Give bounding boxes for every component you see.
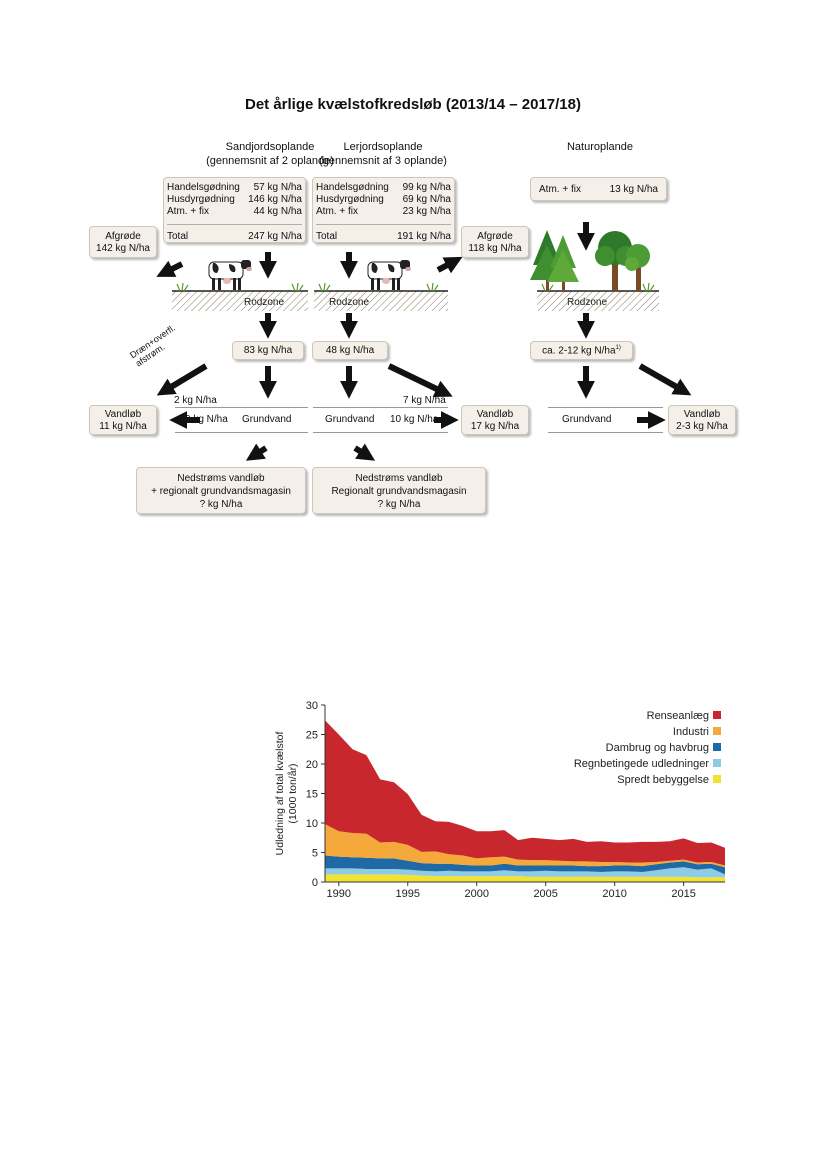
clay-input-box: Handelsgødning 99 kg N/ha Husdyrgødning 69 kg N/ha Atm. + fix 23 kg N/ha Total 191 kg N/ha — [312, 177, 455, 243]
x-tick-label: 2015 — [671, 888, 696, 900]
nature-input-box: Atm. + fix 13 kg N/ha — [530, 177, 667, 201]
legend-swatch — [713, 711, 721, 719]
x-tick-label: 2005 — [533, 888, 558, 900]
x-tick-label: 2010 — [602, 888, 627, 900]
column-subtitle: (gennemsnit af 3 oplande) — [319, 155, 447, 167]
x-tick-label: 1995 — [395, 888, 421, 900]
sand-drain-label: Dræn+overfl. afstrøm. — [128, 322, 177, 369]
legend-swatch — [713, 759, 721, 767]
sand-downstream-box: Nedstrøms vandløb + regionalt grundvandsmagasin ? kg N/ha — [136, 467, 306, 514]
nitrogen-discharge-chart — [270, 695, 740, 907]
sand-gw-value: 9 kg N/ha — [185, 414, 228, 425]
y-tick-label: 15 — [305, 788, 318, 801]
clay-crop-box: Afgrøde 118 kg N/ha — [461, 226, 529, 258]
nature-stream-box: Vandløb 2-3 kg N/ha — [668, 405, 736, 435]
arrow-icon — [166, 264, 182, 272]
legend-label: Industri — [672, 726, 709, 738]
nature-gw-label: Grundvand — [562, 414, 612, 425]
y-tick-label: 20 — [305, 759, 318, 771]
legend-swatch — [713, 743, 721, 751]
y-tick-label: 25 — [305, 729, 318, 742]
arrow-icon — [640, 366, 682, 390]
column-subtitle: (gennemsnit af 2 oplande) — [206, 155, 334, 167]
sand-leach-box: 83 kg N/ha — [232, 341, 304, 360]
legend-swatch — [713, 727, 721, 735]
clay-stream-box: Vandløb 17 kg N/ha — [461, 405, 529, 435]
y-tick-label: 5 — [311, 847, 318, 860]
sand-gw-label: Grundvand — [242, 414, 292, 425]
legend-swatch — [713, 775, 721, 783]
y-axis-label: Udledning af total kvælstof — [274, 731, 286, 856]
clay-gw-value: 10 kg N/ha — [390, 414, 439, 425]
legend-label: Renseanlæg — [646, 710, 709, 722]
cow-icon — [368, 260, 411, 290]
sand-input-box: Handelsgødning 57 kg N/ha Husdyrgødning 146 kg N/ha Atm. + fix 44 kg N/ha Total 247 kg N/ha — [163, 177, 306, 243]
arrow-icon — [255, 448, 266, 455]
y-tick-label: 30 — [305, 700, 318, 712]
y-axis-label: (1000 ton/år) — [287, 763, 299, 824]
column-name: Naturoplande — [566, 141, 634, 153]
column-name: Lerjordsoplande — [343, 141, 423, 153]
clay-drain-value: 7 kg N/ha — [403, 395, 446, 406]
x-tick-label: 2000 — [464, 888, 489, 900]
nature-leach-box: ca. 2-12 kg $N/ha^{1)}$ — [530, 341, 633, 360]
legend-label: Regnbetingede udledninger — [573, 758, 709, 770]
arrow-icon — [166, 366, 206, 390]
cow-icon — [209, 260, 252, 290]
clay-gw-label: Grundvand — [325, 414, 375, 425]
soil-strip-clay — [314, 291, 448, 311]
arrow-icon — [389, 366, 443, 392]
clay-downstream-box: Nedstrøms vandløb Regionalt grundvandsmagasin ? kg N/ha — [312, 467, 486, 514]
x-tick-label: 1990 — [326, 888, 352, 900]
grass-icon — [177, 283, 654, 291]
diagram-title: Det årlige kvælstofkredsløb (2013/14 – 2017/18) — [244, 96, 581, 113]
soil-strip-sand — [172, 291, 308, 311]
sand-crop-box: Afgrøde 142 kg N/ha — [89, 226, 157, 258]
diagram-graphics — [0, 0, 826, 560]
legend-label: Dambrug og havbrug — [605, 742, 709, 754]
sand-drain-value: 2 kg N/ha — [174, 395, 217, 406]
deciduous-tree-icon — [625, 244, 650, 291]
y-tick-label: 10 — [305, 818, 318, 830]
y-tick-label: 0 — [311, 877, 318, 889]
clay-leach-box: 48 kg N/ha — [312, 341, 388, 360]
arrow-icon — [438, 262, 453, 270]
soil-strip-nature — [537, 291, 659, 311]
arrow-icon — [355, 448, 366, 455]
sand-stream-box: Vandløb 11 kg N/ha — [89, 405, 157, 435]
legend-label: Spredt bebyggelse — [617, 774, 709, 786]
column-name: Sandjordsoplande — [225, 141, 315, 153]
